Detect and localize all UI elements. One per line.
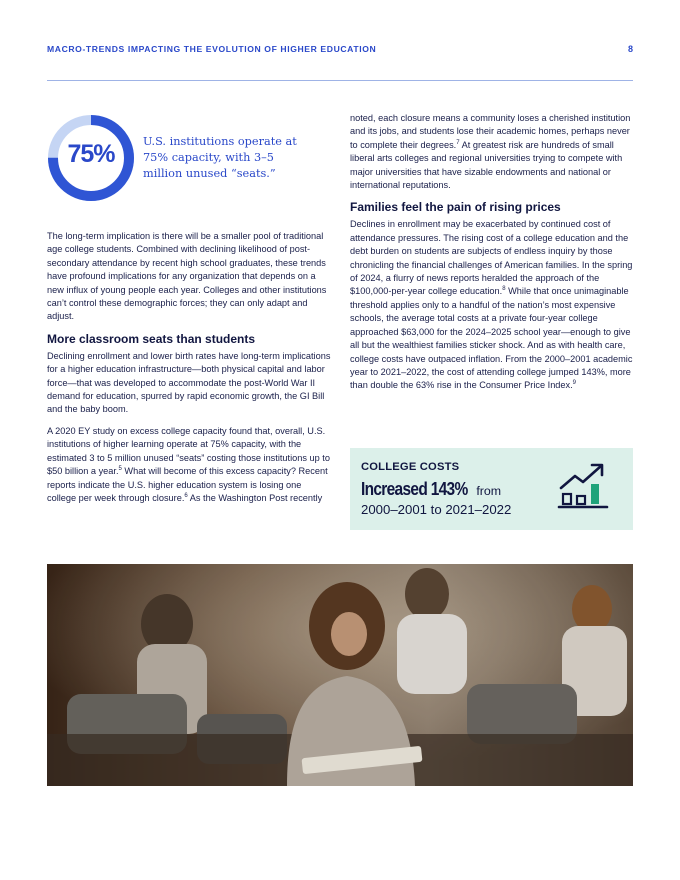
college-costs-callout [350,448,633,530]
text-run: A 2020 EY study on excess college capacity found that, overall, U.S. institutions of higher learning operate at 75% capacity, with the estimated 3 to 5 million unused “seats” costing those institutions up to $50 billion a year. [47,425,330,477]
text-run: noted, each closure means a community loses a cherished institution and its jobs, and students lose their academic homes, perhaps never to complete their degrees. [350,113,631,150]
callout-label: COLLEGE COSTS [361,461,460,473]
footnote-ref[interactable]: 9 [572,380,577,387]
growth-chart-icon [557,458,609,510]
paragraph: The long-term implication is there will be a smaller pool of traditional age college students. Combined with declining likelihood of post-secondary attendance by recent high school graduates, these trends have profound implications for any organization that depends on a new influx of young people each year. Colleges and other institutions can’t control these demographic forces; they can only adapt and adjust. [47,231,327,322]
running-title: MACRO-TRENDS IMPACTING THE EVOLUTION OF HIGHER EDUCATION [47,44,377,54]
students-classroom-photo [47,564,633,786]
text-run: As the Washington Post recently [187,492,323,503]
right-column [350,112,634,401]
page-header [47,44,633,60]
text-run: Declines in enrollment may be exacerbated by continued cost of attendance pressures. The rising cost of a college education and the debt burden on students are subjects of endless inquiry by those chronicling the financial challenges of American families. In the spring of 2024, a flurry of news reports heralded the approach of the $100,000-per-year college education. [350,219,633,297]
callout-range: 2000–2001 to 2021–2022 [361,502,512,517]
photo-illustration [47,564,633,786]
footnote-ref[interactable]: 6 [184,492,188,499]
paragraph [350,112,634,192]
text-run: What will become of this excess capacity? Recent reports indicate the U.S. higher education system is losing one college per week through closure. [47,466,328,503]
page-number: 8 [627,44,633,54]
callout-headline [361,479,501,500]
header-divider [47,80,633,81]
paragraph [47,425,332,505]
callout-big-text: Increased 143% [361,479,468,499]
text-run: While that once unimaginable threshold applies only to a handful of the nation’s most expensive schools, the average total costs at a private four-year college approached $63,000 for the 2024–2025 school year—enough to give all but the wealthiest families sticker shock. And as with health care, college costs have outpaced inflation. From the 2000–2001 academic year to 2021–2022, the cost of attending college jumped 143%, more than double the 63% rise in the Consumer Price Index. [350,286,633,391]
section-heading: More classroom seats than students [47,331,256,346]
stat-caption: U.S. institutions operate at 75% capacity, with 3–5 million unused “seats.” [143,135,297,180]
section-heading: Families feel the pain of rising prices [350,200,561,215]
left-column [47,112,332,513]
footnote-ref[interactable]: 5 [118,466,122,473]
paragraph: Declining enrollment and lower birth rates have long-term implications for a higher education infrastructure—both physical capital and labor force—that was developed to accommodate the post-World War II demand for education, spurred by rapid economic growth, the GI Bill and the baby boom. [47,350,331,415]
footnote-ref[interactable]: 8 [502,286,506,293]
callout-from: from [472,484,502,498]
capacity-stat [47,112,332,230]
text-run: At greatest risk are hundreds of small liberal arts colleges and regional universities trying to compete with major universities that have sizable endowments and national or international reputations. [350,139,623,191]
stat-value: 75% [67,140,115,168]
footnote-ref[interactable]: 7 [456,139,460,146]
paragraph [350,218,634,392]
